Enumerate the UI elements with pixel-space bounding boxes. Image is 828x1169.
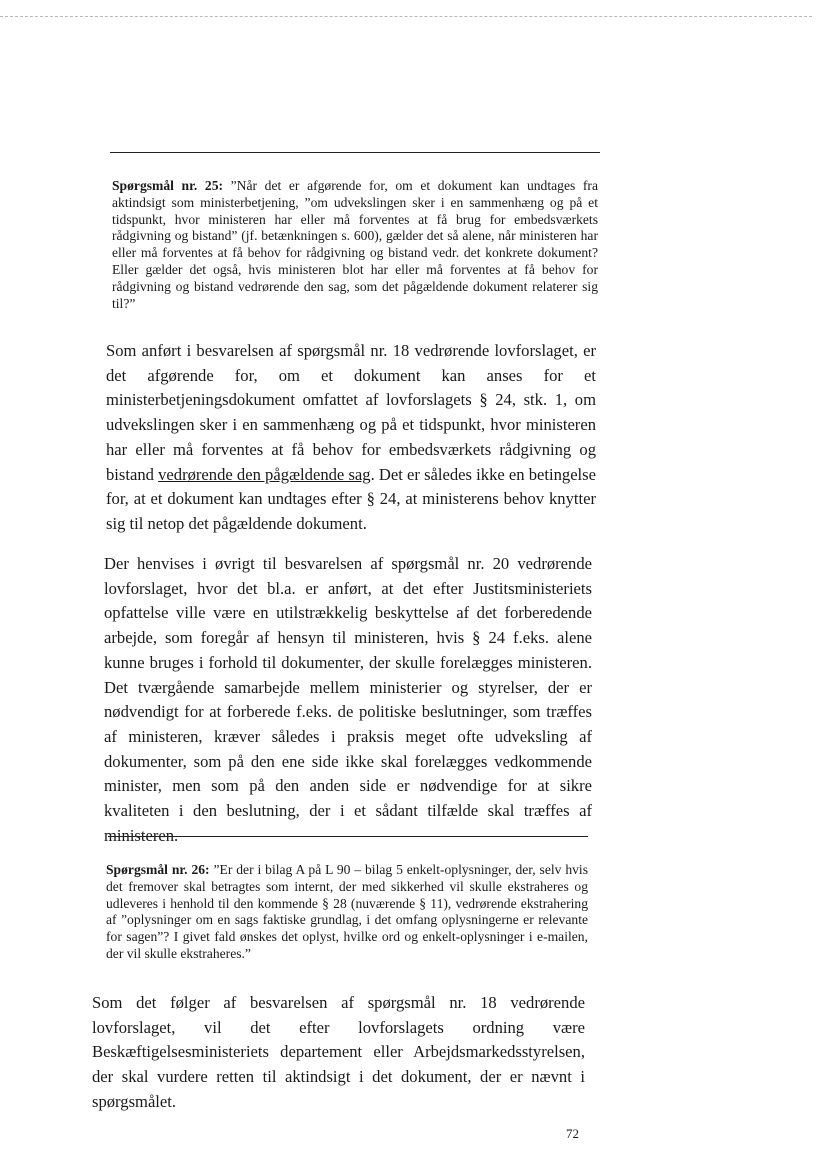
page-number: 72: [566, 1126, 579, 1141]
question-26: [106, 862, 588, 963]
question-25-separator: [110, 152, 600, 153]
answer-25-p1-text: Som anført i besvarelsen af spørgsmål nr. 18 vedrørende lovforslaget, er det afgørende for, om et dokument kan anses for et ministerbetjeningsdokument omfattet af lovforslagets § 24, stk. 1, om udvekslingen sker i en sammenhæng og på et tidspunkt, hvor ministeren har eller må forventes at få behov for embedsværkets rådgivning og bistand: [106, 341, 596, 484]
scan-edge-line: [0, 16, 812, 17]
answer-25-p1-text-end: . Det er således ikke en betingelse for, at et dokument kan undtages efter § 24, at ministerens behov knytter sig til netop det pågældende dokument.: [106, 464, 596, 533]
question-25: [112, 178, 598, 312]
question-26-label: Spørgsmål nr. 26:: [106, 862, 210, 877]
question-25-label: Spørgsmål nr. 25:: [112, 178, 224, 193]
question-26-separator: [108, 836, 588, 837]
question-26-text: ”Er der i bilag A på L 90 – bilag 5 enkelt-oplysninger, der, selv hvis det fremover skal betragtes som internt, der med sikkerhed vil skulle ekstraheres og udleveres i henhold til den kommende § 28 (nuværende § 11), vedrørende ekstrahering af ”oplysninger om en sags faktiske grundlag, i det omfang oplysningerne er relevante for sagen”? I givet fald ønskes det oplyst, hvilke ord og enkelt-oplysninger i e-mailen, der vil skulle ekstraheres.”: [106, 862, 588, 961]
answer-25-paragraph-1: [106, 339, 596, 537]
answer-25-p1-underlined: vedrørende den pågældende sag: [158, 464, 371, 484]
answer-26-paragraph-1: Som det følger af besvarelsen af spørgsmål nr. 18 vedrørende lovforslaget, vil det efter lovforslagets ordning være Beskæftigelsesministeriets departement eller Arbejdsmarkedsstyrelsen, der skal vurdere retten til aktindsigt i det dokument, der er nævnt i spørgsmålet.: [92, 993, 585, 1111]
answer-25-paragraph-2: Der henvises i øvrigt til besvarelsen af spørgsmål nr. 20 vedrørende lovforslaget, hvor det bl.a. er anført, at det efter Justitsministeriets opfattelse ville være en utilstrækkelig beskyttelse af det forberedende arbejde, som foregår af hensyn til ministeren, hvis § 24 f.eks. alene kunne bruges i forhold til dokumenter, der skulle forelægges ministeren. Det tværgående samarbejde mellem ministerier og styrelser, der er nødvendigt for at forberede f.eks. de politiske beslutninger, som træffes af ministeren, kræver således i praksis meget ofte udveksling af dokumenter, som på den ene side ikke skal forelægges vedkommende minister, men som på den anden side er nødvendige for at sikre kvaliteten i den beslutning, der i et sådant tilfælde skal træffes af ministeren.: [104, 554, 592, 845]
question-25-text: ”Når det er afgørende for, om et dokument kan undtages fra aktindsigt som ministerbetjening, ”om udvekslingen sker i en sammenhæng og på et tidspunkt, hvor ministeren har eller må forventes at få brug for embedsværkets rådgivning og bistand” (jf. betænkningen s. 600), gælder det så alene, når ministeren har eller må forventes at få behov for rådgivning og bistand vedr. det konkrete dokument? Eller gælder det også, hvis ministeren blot har eller må forventes at få behov for rådgivning og bistand vedrørende den sag, som det pågældende dokument relaterer sig til?”: [112, 178, 598, 311]
